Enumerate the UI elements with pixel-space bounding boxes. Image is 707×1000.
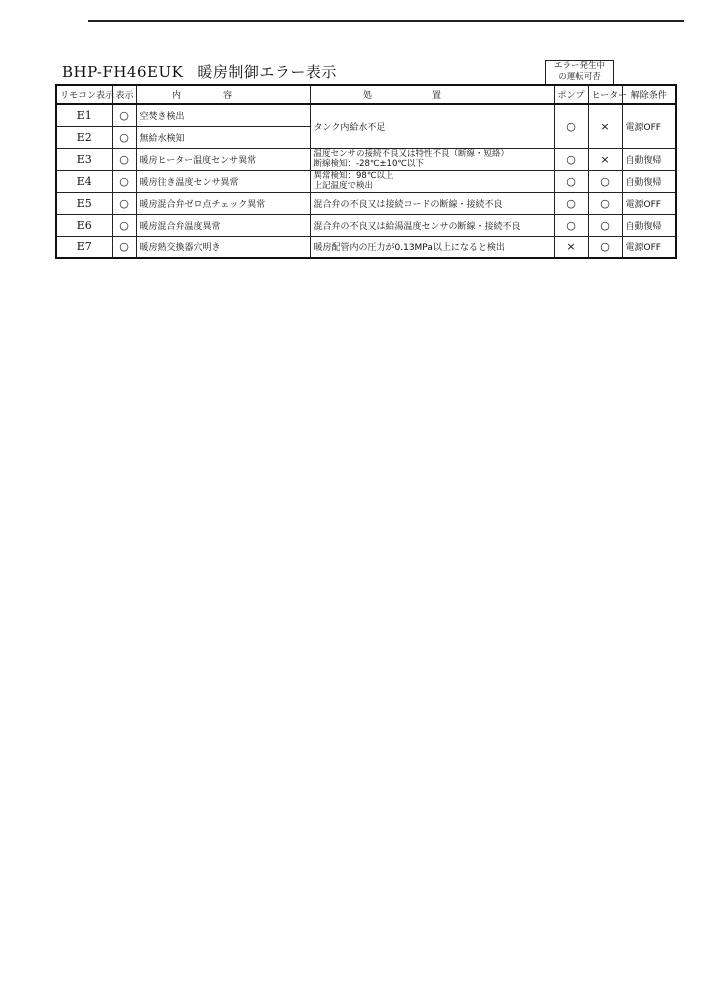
action-line: 上記温度で検出 — [313, 181, 374, 191]
heater-cell: ○ — [588, 236, 622, 258]
pump-cell: ○ — [554, 214, 588, 236]
action-cell: タンク内給水不足 — [310, 104, 554, 148]
table-row-e7 — [56, 236, 676, 258]
display-cell: ○ — [112, 104, 136, 126]
table-row-e5 — [56, 192, 676, 214]
display-cell: ○ — [112, 126, 136, 148]
code-cell: E6 — [56, 214, 112, 236]
error-table — [55, 84, 677, 259]
header-remote-display: リモコン表示 — [56, 85, 112, 104]
running-availability-header — [545, 60, 614, 85]
action-cell — [310, 148, 554, 170]
release-cell: 電源OFF — [622, 192, 676, 214]
code-cell: E2 — [56, 126, 112, 148]
action-line: 温度センサの接続不良又は特性不良（断線・短絡） — [313, 149, 510, 159]
table-row-e1 — [56, 104, 676, 126]
table-row-e6 — [56, 214, 676, 236]
header-display: 表示 — [112, 85, 136, 104]
model-number: BHP-FH46EUK — [62, 63, 184, 81]
code-cell: E5 — [56, 192, 112, 214]
table-row-e3 — [56, 148, 676, 170]
release-cell: 自動復帰 — [622, 170, 676, 192]
code-cell: E7 — [56, 236, 112, 258]
display-cell: ○ — [112, 214, 136, 236]
heater-cell: × — [588, 104, 622, 148]
pump-cell: × — [554, 236, 588, 258]
page-title — [62, 61, 337, 82]
pump-cell: ○ — [554, 170, 588, 192]
header-action: 処置 — [310, 85, 554, 104]
action-line: 異常検知：98℃以上 — [313, 171, 394, 181]
table-row-e4 — [56, 170, 676, 192]
heater-cell: ○ — [588, 170, 622, 192]
header-content: 内容 — [136, 85, 310, 104]
action-cell: 混合弁の不良又は給湯温度センサの断線・接続不良 — [310, 214, 554, 236]
content-cell: 無給水検知 — [136, 126, 310, 148]
table-header-row — [56, 85, 676, 104]
code-cell: E3 — [56, 148, 112, 170]
display-cell: ○ — [112, 236, 136, 258]
running-header-line1: エラー発生中 — [553, 61, 605, 71]
content-cell: 暖房ヒーター温度センサ異常 — [136, 148, 310, 170]
action-cell: 混合弁の不良又は接続コードの断線・接続不良 — [310, 192, 554, 214]
content-cell: 空焚き検出 — [136, 104, 310, 126]
heater-cell: ○ — [588, 214, 622, 236]
action-cell — [310, 170, 554, 192]
action-cell: 暖房配管内の圧力が0.13MPa以上になると検出 — [310, 236, 554, 258]
running-header-line2: の運転可否 — [558, 72, 601, 82]
action-line: 断線検知：-28℃±10℃以下 — [313, 159, 424, 169]
display-cell: ○ — [112, 192, 136, 214]
release-cell: 電源OFF — [622, 236, 676, 258]
content-cell: 暖房往き温度センサ異常 — [136, 170, 310, 192]
display-cell: ○ — [112, 170, 136, 192]
release-cell: 自動復帰 — [622, 214, 676, 236]
content-cell: 暖房混合弁ゼロ点チェック異常 — [136, 192, 310, 214]
release-cell: 自動復帰 — [622, 148, 676, 170]
header-release: 解除条件 — [622, 85, 676, 104]
header-heater: ヒーター — [588, 85, 622, 104]
heater-cell: × — [588, 148, 622, 170]
display-cell: ○ — [112, 148, 136, 170]
heater-cell: ○ — [588, 192, 622, 214]
header-pump: ポンプ — [554, 85, 588, 104]
code-cell: E1 — [56, 104, 112, 126]
pump-cell: ○ — [554, 104, 588, 148]
top-rule — [88, 20, 684, 22]
pump-cell: ○ — [554, 148, 588, 170]
pump-cell: ○ — [554, 192, 588, 214]
title-subject: 暖房制御エラー表示 — [197, 63, 337, 81]
content-cell: 暖房混合弁温度異常 — [136, 214, 310, 236]
content-cell: 暖房熱交換器穴明き — [136, 236, 310, 258]
release-cell: 電源OFF — [622, 104, 676, 148]
code-cell: E4 — [56, 170, 112, 192]
